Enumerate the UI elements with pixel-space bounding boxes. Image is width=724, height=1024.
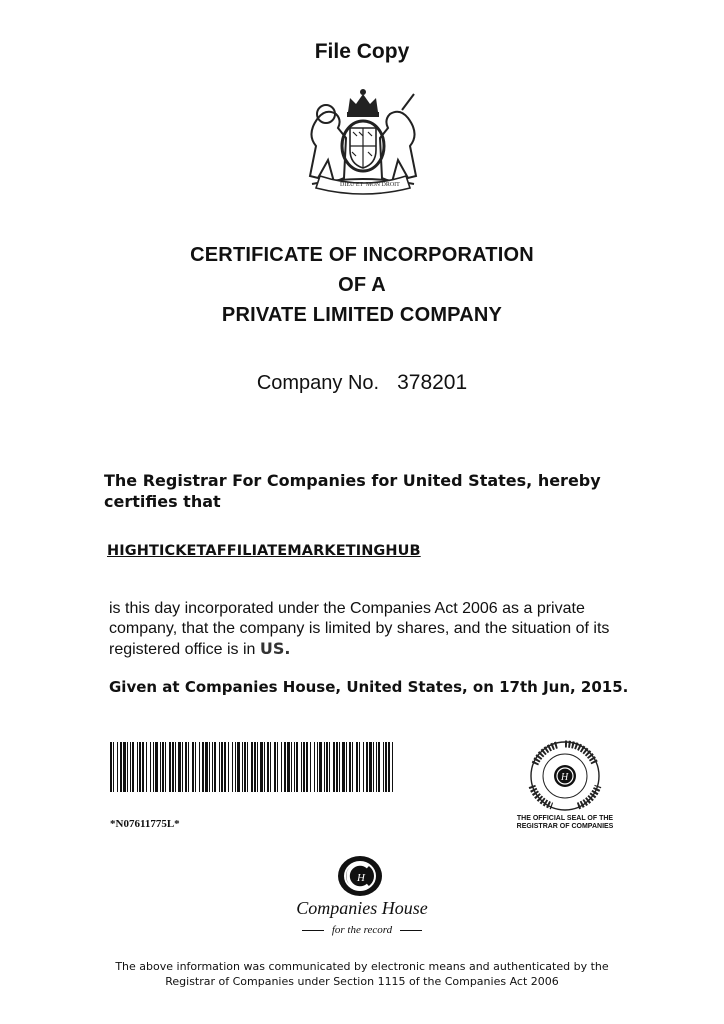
footer-authentication-note: The above information was communicated by electronic means and authenticated by the Registrar of Companies under Section 1115 of the Companies Act 2006 (115, 960, 609, 988)
royal-coat-of-arms-icon (298, 88, 428, 196)
certificate-title-line-1: CERTIFICATE OF INCORPORATION (190, 244, 534, 266)
file-copy-label: File Copy (314, 40, 410, 63)
registrar-statement: The Registrar For Companies for United States, hereby certifies that (104, 471, 601, 511)
incorporation-place: US. (259, 639, 291, 658)
companies-house-name: Companies House (296, 898, 428, 918)
official-seal-icon (510, 738, 620, 818)
company-number-label: Company No. (256, 372, 380, 394)
company-name: HIGHTICKETAFFILIATEMARKETINGHUB (107, 543, 421, 559)
barcode-icon (110, 742, 394, 792)
certificate-title-line-3: PRIVATE LIMITED COMPANY (221, 304, 503, 326)
svg-text:DIEU ET: DIEU ET (340, 182, 364, 188)
svg-text:MON DROIT: MON DROIT (366, 182, 400, 188)
companies-house-logo-icon (336, 855, 384, 897)
seal-caption: THE OFFICIAL SEAL OF THE REGISTRAR OF COMPANIES (516, 815, 614, 830)
incorporation-statement (109, 599, 639, 660)
barcode-number: *N07611775L* (110, 818, 180, 830)
given-statement: Given at Companies House, United States, on 17th Jun, 2015. (109, 678, 629, 696)
companies-house-tagline: for the record (0, 924, 724, 936)
incorporation-statement-text: is this day incorporated under the Companies Act 2006 as a private company, that the company is limited by shares, and the situation of its registered office is in (109, 600, 610, 658)
company-number (0, 371, 724, 395)
svg-text:H: H (561, 772, 569, 783)
certificate-title-line-2: OF A (338, 274, 386, 296)
company-number-value: 378201 (397, 371, 468, 394)
svg-text:H: H (357, 872, 365, 884)
